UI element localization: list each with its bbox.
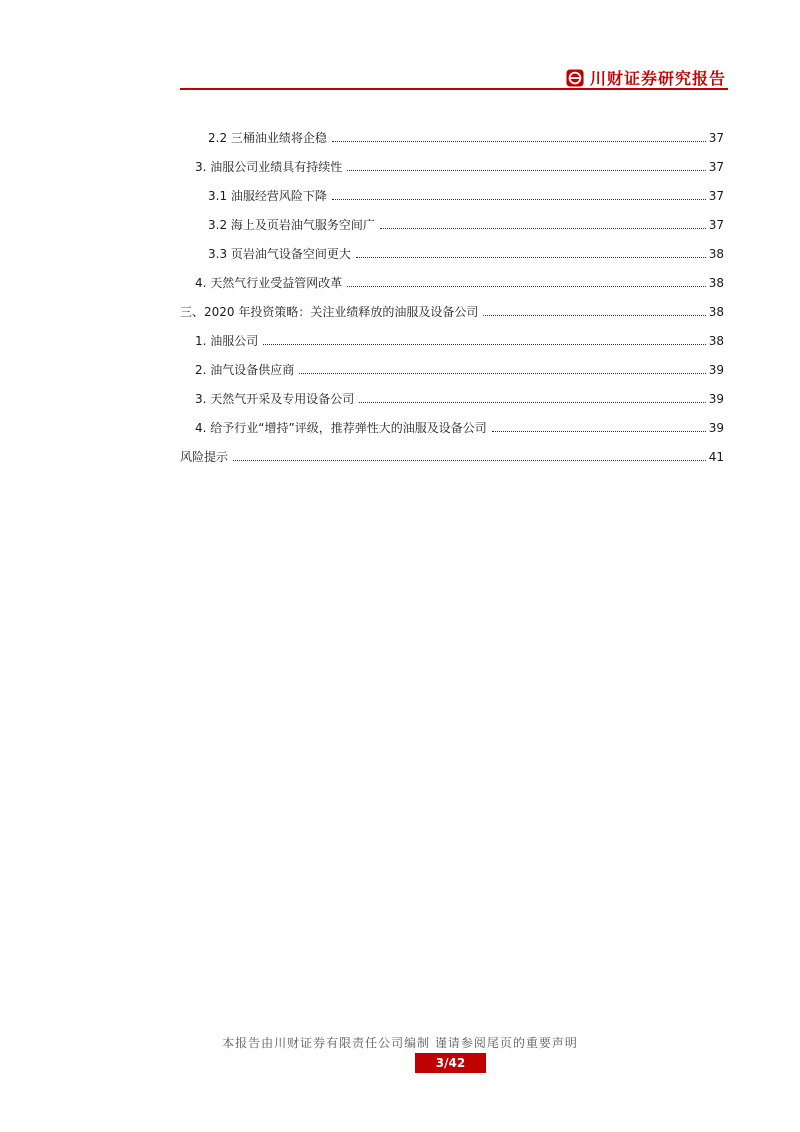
- toc-leader-dots: [347, 169, 705, 171]
- toc-entry-page: 39: [708, 421, 724, 435]
- toc-leader-dots: [263, 343, 705, 345]
- toc-leader-dots: [380, 227, 706, 229]
- toc-entry-label: 4. 给予行业“增持”评级，推荐弹性大的油服及设备公司: [195, 421, 487, 435]
- toc-entry-label: 4. 天然气行业受益管网改革: [195, 276, 343, 290]
- toc-entry-page: 38: [708, 305, 724, 319]
- toc-entry[interactable]: [180, 213, 724, 233]
- toc-entry-label: 3. 天然气开采及专用设备公司: [195, 392, 355, 406]
- toc-entry[interactable]: [180, 387, 724, 407]
- toc-entry[interactable]: [180, 445, 724, 465]
- toc-entry[interactable]: [180, 416, 724, 436]
- toc-entry[interactable]: [180, 329, 724, 349]
- toc-entry-page: 38: [708, 276, 724, 290]
- page-header: [180, 60, 728, 90]
- toc-entry-label: 2. 油气设备供应商: [195, 363, 295, 377]
- toc-entry-label: 3.1 油服经营风险下降: [208, 189, 327, 203]
- toc-entry-page: 37: [708, 218, 724, 232]
- toc-entry-label: 2.2 三桶油业绩将企稳: [208, 131, 327, 145]
- toc-entry-page: 37: [708, 189, 724, 203]
- toc-entry-label: 3. 油服公司业绩具有持续性: [195, 160, 343, 174]
- header-rule: [180, 88, 728, 90]
- toc-entry-page: 41: [708, 450, 724, 464]
- toc-leader-dots: [483, 314, 705, 316]
- toc-entry[interactable]: [180, 358, 724, 378]
- toc-leader-dots: [299, 372, 705, 374]
- toc-entry-label: 3.2 海上及页岩油气服务空间广: [208, 218, 375, 232]
- toc-leader-dots: [359, 401, 705, 403]
- toc-entry-page: 39: [708, 392, 724, 406]
- toc-entry-label: 风险提示: [180, 450, 229, 464]
- toc-entry-label: 三、2020 年投资策略：关注业绩释放的油服及设备公司: [180, 305, 479, 319]
- brand-name: 川财证券研究报告: [589, 69, 726, 88]
- toc-entry-page: 37: [708, 131, 724, 145]
- toc-entry-page: 37: [708, 160, 724, 174]
- toc-entry[interactable]: [180, 242, 724, 262]
- chuancai-logo-icon: [566, 69, 584, 87]
- page-number-badge: 3/42: [415, 1053, 486, 1073]
- brand: [566, 66, 726, 89]
- toc-entry-label: 3.3 页岩油气设备空间更大: [208, 247, 351, 261]
- footer-disclaimer: 本报告由川财证券有限责任公司编制 谨请参阅尾页的重要声明: [222, 1036, 578, 1050]
- toc-entry[interactable]: [180, 155, 724, 175]
- toc-entry-page: 38: [708, 247, 724, 261]
- toc-leader-dots: [332, 198, 706, 200]
- toc-entry-label: 1. 油服公司: [195, 334, 259, 348]
- toc-leader-dots: [347, 285, 705, 287]
- toc-entry[interactable]: [180, 271, 724, 291]
- toc-leader-dots: [356, 256, 706, 258]
- toc-leader-dots: [233, 459, 706, 461]
- toc-entry[interactable]: [180, 126, 724, 146]
- toc-leader-dots: [332, 140, 706, 142]
- toc-entry-page: 39: [708, 363, 724, 377]
- toc-entry-page: 38: [708, 334, 724, 348]
- toc-leader-dots: [492, 430, 706, 432]
- toc-entry[interactable]: [180, 300, 724, 320]
- toc-entry[interactable]: [180, 184, 724, 204]
